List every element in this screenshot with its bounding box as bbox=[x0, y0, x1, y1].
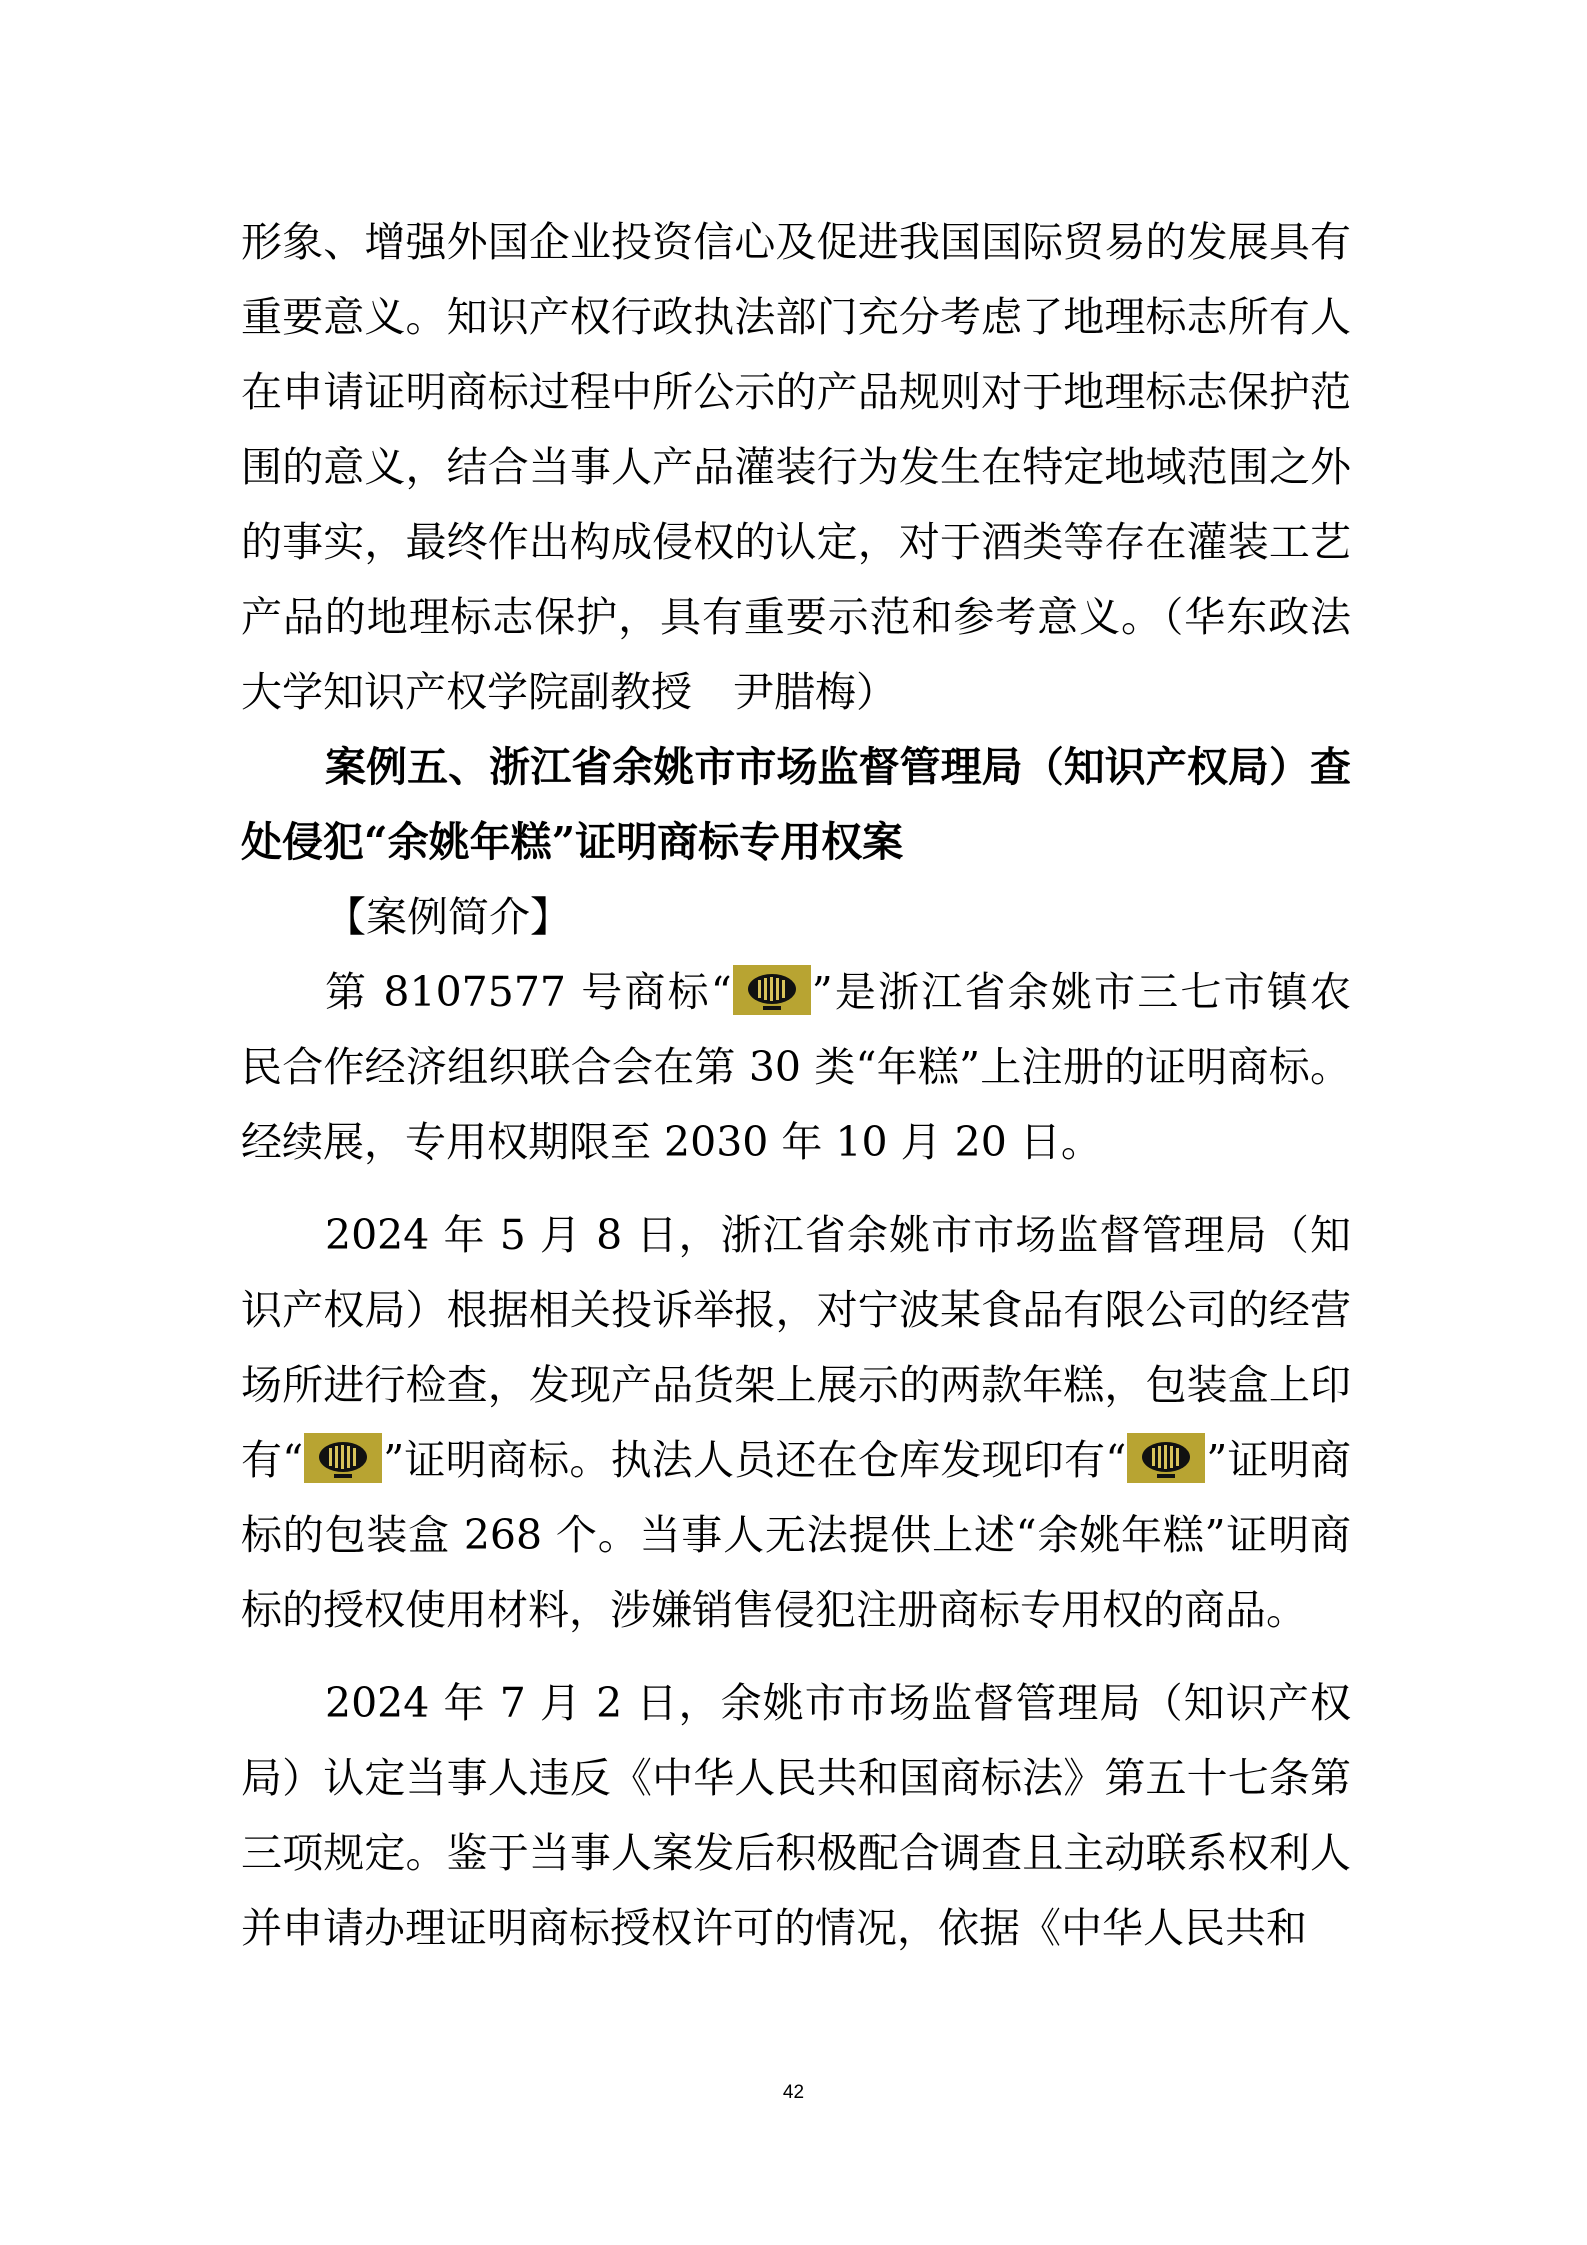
paragraph-trademark-registration bbox=[241, 955, 1351, 1180]
document-body bbox=[241, 205, 1351, 1966]
case-five-title bbox=[241, 730, 1351, 880]
section-label-text: 【案例简介】 bbox=[325, 893, 571, 941]
paragraph-commentary-end bbox=[241, 205, 1351, 730]
paragraph-text: 第 8107577 号商标“ bbox=[325, 968, 732, 1016]
yuyao-niangao-trademark-icon bbox=[304, 1433, 382, 1483]
yuyao-niangao-trademark-icon bbox=[1127, 1433, 1205, 1483]
paragraph-text: 2024 年 7 月 2 日，余姚市市场监督管理局（知识产权局）认定当事人违反《中华人民共和国商标法》第五十七条第三项规定。鉴于当事人案发后积极配合调查且主动联系权利人并申请办理证明商标授权许可的情况，依据《中华人民共和 bbox=[241, 1679, 1351, 1952]
yuyao-niangao-trademark-icon bbox=[733, 965, 811, 1015]
paragraph-inspection bbox=[241, 1198, 1351, 1648]
heading-text: 案例五、浙江省余姚市市场监督管理局（知识产权局）查处侵犯“余姚年糕”证明商标专用权案 bbox=[241, 743, 1351, 866]
paragraph-text: ”证明商标的包装盒 268 个。当事人无法提供上述“余姚年糕”证明商标的授权使用材料，涉嫌销售侵犯注册商标专用权的商品。 bbox=[241, 1436, 1351, 1634]
page-number: 42 bbox=[782, 2082, 805, 2103]
paragraph-text: ”是浙江省余姚市三七市镇农民合作经济组织联合会在第 30 类“年糕”上注册的证明商标。经续展，专用权期限至 2030 年 10 月 20 日。 bbox=[241, 968, 1351, 1166]
paragraph-text: 形象、增强外国企业投资信心及促进我国国际贸易的发展具有重要意义。知识产权行政执法部门充分考虑了地理标志所有人在申请证明商标过程中所公示的产品规则对于地理标志保护范围的意义，结合当事人产品灌装行为发生在特定地域范围之外的事实，最终作出构成侵权的认定，对于酒类等存在灌装工艺产品的地理标志保护，具有重要示范和参考意义。（华东政法大学知识产权学院副教授 尹腊梅） bbox=[241, 218, 1351, 716]
paragraph-penalty-decision bbox=[241, 1666, 1351, 1966]
paragraph-text: ”证明商标。执法人员还在仓库发现印有“ bbox=[383, 1436, 1127, 1484]
case-intro-label bbox=[241, 880, 1351, 955]
paragraph-text: 2024 年 5 月 8 日，浙江省余姚市市场监督管理局（知识产权局）根据相关投诉举报，对宁波某食品有限公司的经营场所进行检查，发现产品货架上展示的两款年糕，包装盒上印有“ bbox=[241, 1211, 1351, 1484]
